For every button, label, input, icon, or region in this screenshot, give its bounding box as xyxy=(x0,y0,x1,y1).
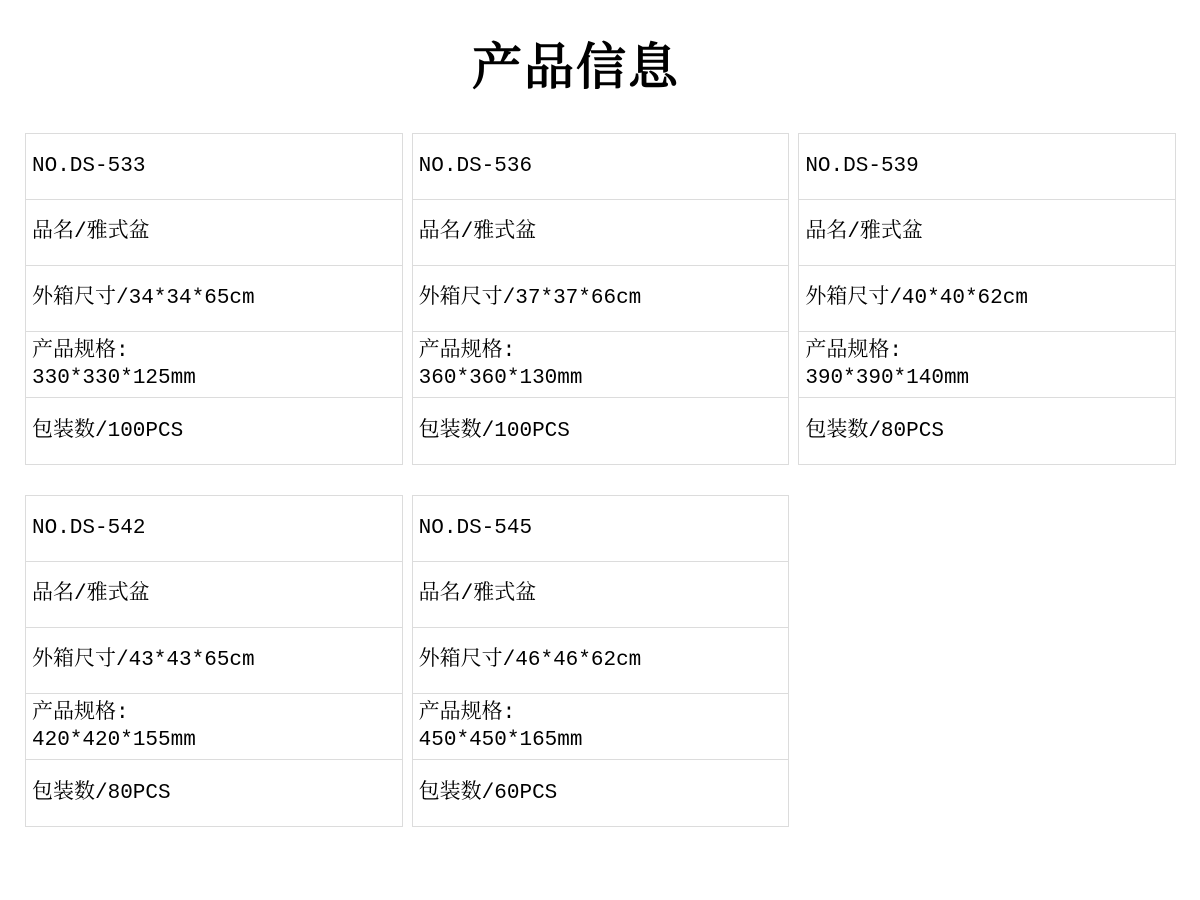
product-packing: 包装数/100PCS xyxy=(32,419,184,443)
product-card xyxy=(412,495,790,827)
product-card xyxy=(798,133,1176,465)
product-name: 品名/雅式盆 xyxy=(799,200,1175,266)
product-spec xyxy=(26,694,402,760)
product-packing: 包装数/80PCS xyxy=(805,419,944,443)
product-model: NO.DS-539 xyxy=(799,134,1175,200)
product-carton-size: 外箱尺寸/37*37*66cm xyxy=(413,266,789,332)
product-packing: 包装数/100PCS xyxy=(418,419,570,443)
page-title: 产品信息 xyxy=(472,38,680,95)
product-name: 品名/雅式盆 xyxy=(413,562,789,628)
spec-value: 390*390*140mm xyxy=(805,366,970,390)
product-card xyxy=(25,133,403,465)
product-spec xyxy=(26,332,402,398)
product-model: NO.DS-533 xyxy=(26,134,402,200)
product-packing: 包装数/60PCS xyxy=(418,781,558,805)
product-carton-size: 外箱尺寸/43*43*65cm xyxy=(26,628,402,694)
spec-label: 产品规格: xyxy=(805,339,902,363)
product-name: 品名/雅式盆 xyxy=(26,200,402,266)
spec-label: 产品规格: xyxy=(32,701,129,725)
product-packing: 包装数/80PCS xyxy=(32,781,171,805)
product-spec xyxy=(413,694,789,760)
product-name: 品名/雅式盆 xyxy=(26,562,402,628)
product-spec xyxy=(799,332,1175,398)
product-card xyxy=(25,495,403,827)
product-carton-size: 外箱尺寸/46*46*62cm xyxy=(413,628,789,694)
product-model: NO.DS-536 xyxy=(413,134,789,200)
spec-label: 产品规格: xyxy=(32,339,129,363)
product-cards-grid xyxy=(25,133,1176,827)
product-card xyxy=(412,133,790,465)
product-carton-size: 外箱尺寸/34*34*65cm xyxy=(26,266,402,332)
product-model: NO.DS-542 xyxy=(26,496,402,562)
spec-value: 420*420*155mm xyxy=(32,728,196,752)
product-model: NO.DS-545 xyxy=(413,496,789,562)
page-header xyxy=(0,0,1200,133)
product-name: 品名/雅式盆 xyxy=(413,200,789,266)
product-spec xyxy=(413,332,789,398)
spec-value: 360*360*130mm xyxy=(418,366,583,390)
spec-value: 450*450*165mm xyxy=(418,728,583,752)
product-carton-size: 外箱尺寸/40*40*62cm xyxy=(799,266,1175,332)
spec-label: 产品规格: xyxy=(418,701,516,725)
spec-label: 产品规格: xyxy=(418,339,516,363)
spec-value: 330*330*125mm xyxy=(32,366,196,390)
